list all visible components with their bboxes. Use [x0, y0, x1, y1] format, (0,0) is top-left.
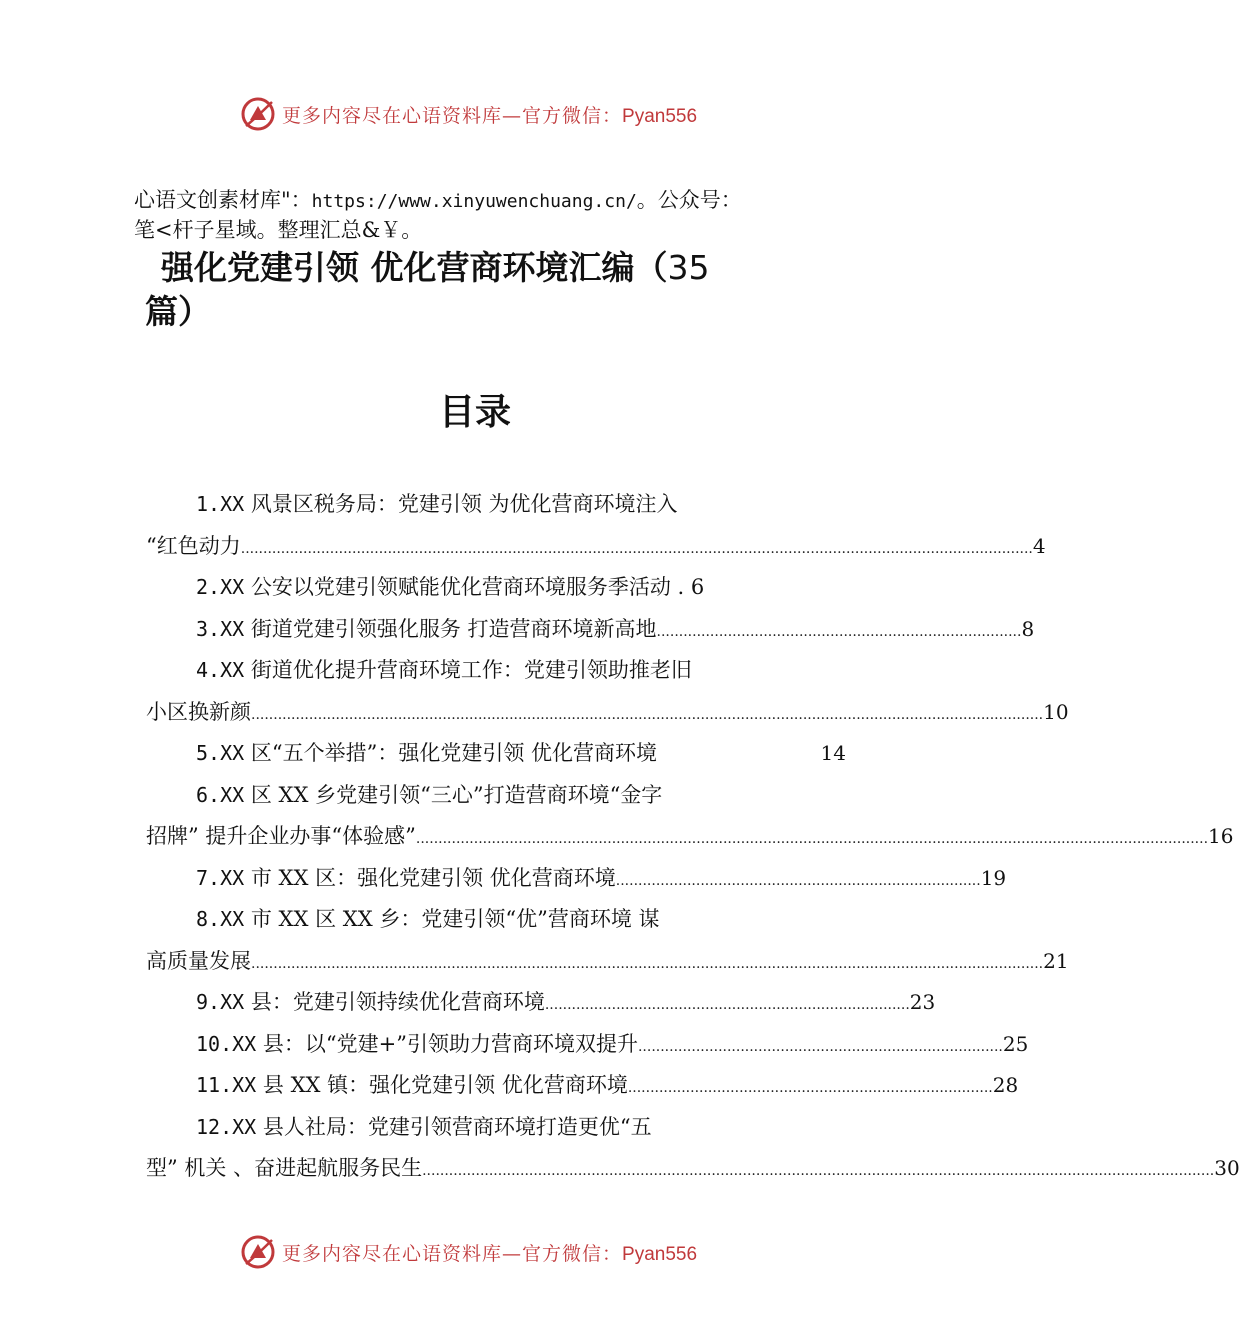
banner-wechat-id: Pyan556 [622, 1244, 698, 1265]
toc-page-number: 25 [1002, 1031, 1029, 1056]
toc-entry-4[interactable] [146, 650, 1069, 733]
toc-entry-number: 7.XX [196, 865, 245, 890]
toc-entry-number: 12.XX [196, 1114, 257, 1139]
toc-leader-dots: .................................................................................................................................................................................. [422, 1163, 1215, 1179]
toc-entry-6[interactable] [146, 775, 1234, 858]
banner-label: 官方微信： [522, 105, 623, 127]
source-note [134, 186, 864, 245]
source-line2: 笔<杆子星域。整理汇总&￥。 [134, 218, 423, 242]
toc-entry-title: 市 XX 区：强化党建引领 优化营商环境 [244, 865, 616, 890]
toc-page-number: 6 [690, 575, 705, 599]
brand-logo-icon [240, 1234, 276, 1270]
toc-entry-number: 5.XX [196, 741, 245, 765]
toc-entry-title-cont: 高质量发展 [146, 948, 251, 973]
toc-entry-title: 县人社局：党建引领营商环境打造更优“五 [256, 1114, 652, 1139]
toc-entry-title: 县：党建引领持续优化营商环境 [244, 990, 545, 1014]
source-prefix: 心语文创素材库"： [134, 188, 312, 212]
watermark-banner-bottom [0, 1234, 950, 1274]
brand-logo-icon [240, 96, 276, 132]
toc-entry-title-cont: 小区换新颜 [146, 699, 251, 724]
toc-entry-3[interactable] [146, 609, 1035, 651]
toc-entry-5[interactable] [146, 733, 846, 775]
toc-entry-number: 11.XX [196, 1073, 257, 1097]
toc-leader-dots: .................................................................................. [637, 1038, 1003, 1055]
toc-entry-11[interactable] [146, 1065, 1019, 1107]
toc-entry-number: 3.XX [196, 616, 245, 641]
toc-page-number: 19 [980, 865, 1007, 890]
banner-wechat-id: Pyan556 [622, 106, 698, 127]
banner-main: 更多内容尽在心语资料库 [282, 105, 503, 127]
banner-separator: — [502, 105, 523, 127]
toc-page-number: 8 [1021, 616, 1035, 641]
toc-page-number: 30 [1214, 1156, 1240, 1180]
toc-entry-title: 街道优化提升营商环境工作：党建引领助推老旧 [244, 658, 692, 682]
banner-text [282, 1239, 697, 1266]
toc-leader-dots: .................................................................................. [544, 997, 910, 1013]
banner-separator: — [502, 1243, 523, 1265]
title-line2: 篇） [145, 292, 211, 331]
toc-leader-dots: .................................................................................................................................................................................. [251, 955, 1044, 972]
toc-entry-number: 2.XX [196, 575, 245, 599]
toc-leader-dots: .................................................................................. [615, 872, 981, 889]
toc-entry-title: 街道党建引领强化服务 打造营商环境新高地 [244, 616, 657, 641]
toc-page-number: 4 [1032, 533, 1046, 558]
toc-leader-dots: .................................................................................................................................................................................. [415, 831, 1209, 847]
toc-entry-12[interactable] [146, 1107, 1240, 1190]
banner-label: 官方微信： [522, 1243, 623, 1265]
document-title [145, 246, 785, 334]
toc-entry-title: 风景区税务局：党建引领 为优化营商环境注入 [244, 492, 678, 516]
source-url: https://www.xinyuwenchuang.cn/ [311, 191, 637, 212]
toc-entry-1[interactable] [146, 484, 1046, 567]
toc-entry-number: 6.XX [196, 782, 245, 807]
source-suffix: 。公众号： [636, 188, 742, 212]
toc-leader-dots: .................................................................................................................................................................................. [251, 706, 1044, 723]
toc-entry-title-cont: 型” 机关 、奋进起航服务民生 [146, 1156, 423, 1180]
toc-entry-title: 公安以党建引领赋能优化营商环境服务季活动 . [244, 575, 691, 599]
toc-leader-dots: .................................................................................................................................................................................. [240, 540, 1033, 557]
toc-leader-dots: .................................................................................. [627, 1080, 993, 1096]
toc-entry-title-cont: “红色动力 [146, 533, 241, 558]
toc-entry-8[interactable] [146, 899, 1069, 982]
watermark-banner-top [0, 96, 950, 136]
toc-entry-number: 9.XX [196, 990, 245, 1014]
toc-entry-title-cont: 招牌” 提升企业办事“体验感” [146, 824, 416, 848]
toc-entry-title: 区“五个举措”：强化党建引领 优化营商环境 [244, 741, 657, 765]
toc-entry-2[interactable] [146, 567, 806, 609]
toc-entry-title: 市 XX 区 XX 乡：党建引领“优”营商环境 谋 [244, 907, 660, 931]
toc-entry-10[interactable] [146, 1024, 1029, 1066]
toc-page-number: 16 [1208, 824, 1234, 848]
toc-entry-number: 4.XX [196, 658, 245, 682]
title-line1: 强化党建引领 优化营商环境汇编（ [161, 248, 668, 287]
toc-heading: 目录 [438, 391, 511, 433]
toc-page-number: 21 [1043, 948, 1069, 973]
toc-leader-dots: .................................................................................. [656, 623, 1022, 640]
toc-entry-number: 1.XX [196, 492, 245, 516]
table-of-contents [146, 484, 1240, 1190]
toc-entry-number: 8.XX [196, 907, 245, 931]
toc-entry-9[interactable] [146, 982, 936, 1024]
title-count: 35 [667, 248, 710, 287]
toc-page-number: 14 [820, 741, 846, 765]
banner-text [282, 101, 697, 128]
toc-entry-number: 10.XX [196, 1031, 257, 1056]
toc-page-number: 10 [1043, 699, 1069, 724]
toc-entry-title: 县 XX 镇：强化党建引领 优化营商环境 [256, 1073, 628, 1097]
banner-main: 更多内容尽在心语资料库 [282, 1243, 503, 1265]
toc-entry-7[interactable] [146, 858, 1007, 900]
toc-entry-title: 县：以“党建+”引领助力营商环境双提升 [256, 1031, 638, 1056]
toc-entry-title: 区 XX 乡党建引领“三心”打造营商环境“金字 [244, 782, 663, 807]
toc-page-number: 28 [992, 1073, 1019, 1097]
toc-page-number: 23 [909, 990, 936, 1014]
